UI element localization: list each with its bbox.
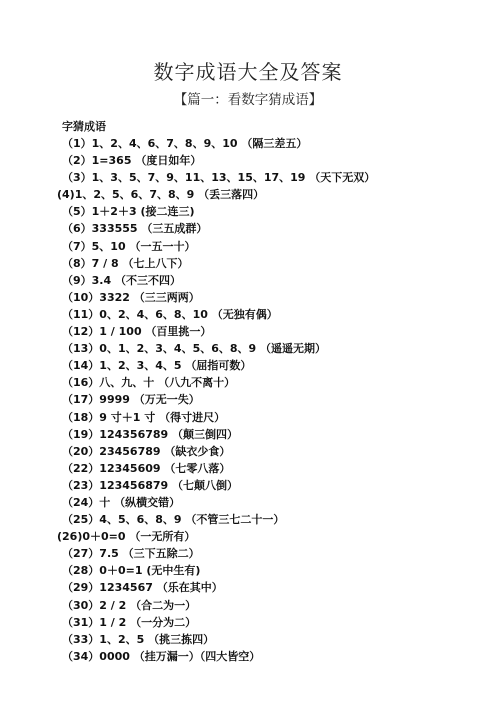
list-item: （20）23456789 （缺衣少食） (62, 444, 231, 458)
list-item: （24）十 （纵横交错） (62, 495, 181, 509)
list-item: （34）0000 （挂万漏一）（四大皆空） (62, 649, 261, 663)
list-item: （29）1234567 （乐在其中） (62, 581, 223, 595)
idiom-list (57, 135, 492, 665)
list-item: (4)1、2、5、6、7、8、9 （丢三落四） (57, 188, 265, 202)
list-item: （28）0＋0=1 (无中生有) (62, 564, 201, 578)
list-item: （17）9999 （万无一失） (62, 393, 200, 407)
list-item: （2）1=365 （度日如年） (62, 154, 202, 168)
section-heading: 字猜成语 (62, 120, 106, 133)
list-item: (26)0＋0=0 （一无所有） (57, 530, 196, 544)
list-item: （6）333555 （三五成群） (62, 222, 208, 236)
list-item: （22）12345609 （七零八落） (62, 461, 231, 475)
list-item: （33）1、2、5 （挑三拣四） (62, 632, 215, 646)
list-item: （7）5、10 （一五一十） (62, 239, 196, 253)
list-item: （23）123456879 （七颠八倒） (62, 478, 239, 492)
document-title: 数字成语大全及答案 (153, 60, 343, 84)
list-item: （9）3.4 （不三不四） (62, 273, 181, 287)
list-item: （1）1、2、4、6、7、8、9、10 （隔三差五） (62, 137, 308, 150)
list-item: （25）4、5、6、8、9 （不管三七二十一） (62, 513, 285, 527)
list-item: （27）7.5 （三下五除二） (62, 547, 200, 561)
document-subtitle: 【篇一：看数字猜成语】 (173, 92, 323, 108)
list-item: （8）7 / 8 （七上八下） (62, 256, 189, 270)
list-item: （14）1、2、3、4、5 （屈指可数） (62, 359, 252, 373)
list-item: （13）0、1、2、3、4、5、6、8、9 （遥遥无期） (62, 342, 327, 356)
list-item: （19）124356789 （颠三倒四） (62, 427, 239, 441)
list-item: （10）3322 （三三两两） (62, 290, 200, 304)
list-item: （12）1 / 100 （百里挑一） (62, 325, 212, 339)
list-item: （3）1、3、5、7、9、11、13、15、17、19 （天下无双） (62, 171, 376, 185)
list-item: （5）1＋2＋3 (接二连三) (62, 205, 195, 219)
list-item: （18）9 寸＋1 寸 （得寸进尺） (62, 410, 226, 424)
list-item: （31）1 / 2 （一分为二） (62, 615, 197, 629)
list-item: （30）2 / 2 （合二为一） (62, 598, 197, 612)
list-item: （16）八、九、十 （八九不离十） (62, 376, 236, 390)
list-item: （11）0、2、4、6、8、10 （无独有偶） (62, 307, 278, 321)
